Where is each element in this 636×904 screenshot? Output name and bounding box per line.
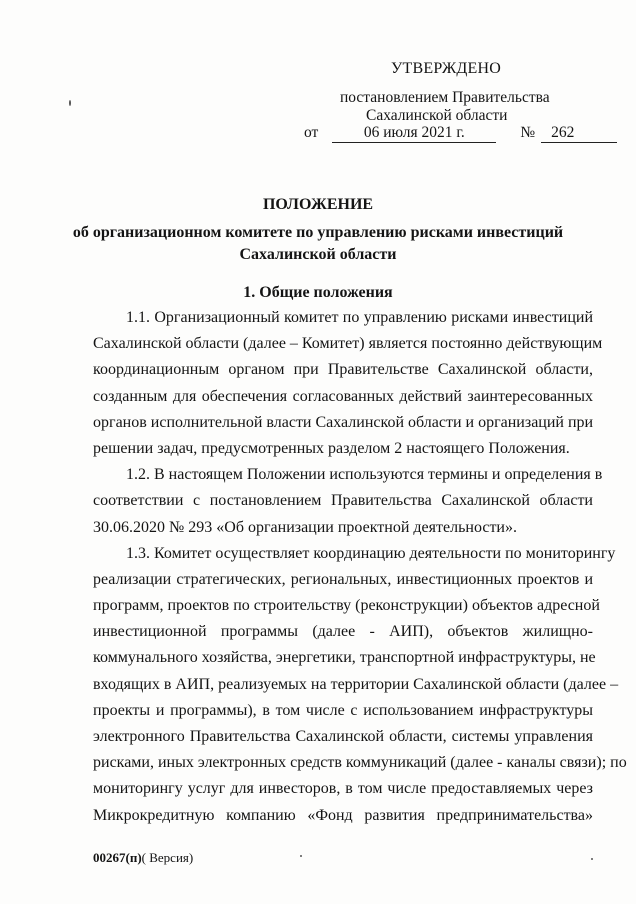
paragraph-line: программ, проектов по строительству (реконструкции) объектов адресной	[93, 597, 600, 615]
paragraph-line: коммунального хозяйства, энергетики, транспортной инфраструктуры, не	[93, 649, 596, 667]
body-text	[93, 305, 627, 829]
paragraph-line: координационным органом при Правительстве Сахалинской области,	[93, 361, 593, 379]
paragraph-line: Микрокредитную компанию «Фонд развития предпринимательства»	[93, 806, 593, 824]
footer	[93, 850, 193, 866]
paragraph-line: инвестиционной программы (далее - АИП), объектов жилищно-	[93, 623, 593, 641]
approval-region: Сахалинской области	[366, 107, 508, 124]
document-subtitle-line1: об организационном комитете по управлению рисками инвестиций	[72, 224, 564, 241]
paragraph-line: 30.06.2020 № 293 «Об организации проектной деятельности».	[93, 518, 517, 536]
scan-speck	[591, 858, 593, 860]
paragraph-line: входящих в АИП, реализуемых на территории Сахалинской области (далее –	[93, 675, 619, 693]
footer-code: 00267(п)	[93, 850, 142, 865]
scan-speck	[69, 100, 71, 106]
document-subtitle-line2: Сахалинской области	[239, 246, 397, 263]
paragraph-line: проекты и программы), в том числе с использованием инфраструктуры	[93, 701, 593, 719]
approval-date-row	[304, 124, 617, 143]
paragraph-line: рисками, иных электронных средств коммуникаций (далее - каналы связи); по	[93, 754, 627, 772]
paragraph-line: 1.3. Комитет осуществляет координацию деятельности по мониторингу	[126, 544, 616, 562]
paragraph-line: мониторингу услуг для инвесторов, в том числе предоставляемых через	[93, 780, 593, 798]
paragraph-line: 1.1. Организационный комитет по управлению рисками инвестиций	[126, 309, 593, 326]
approval-decree: постановлением Правительства	[340, 89, 550, 106]
approval-title: УТВЕРЖДЕНО	[391, 60, 502, 77]
section-title: 1. Общие положения	[243, 284, 393, 301]
approval-number: 262	[541, 124, 617, 143]
approval-from-label: от	[304, 124, 319, 141]
paragraph-line: решении задач, предусмотренных разделом 2 настоящего Положения.	[93, 439, 570, 457]
paragraph-line: Сахалинской области (далее – Комитет) является постоянно действующим	[93, 335, 603, 353]
paragraph-line: соответствии с постановлением Правительства Сахалинской области	[93, 492, 593, 510]
scan-speck	[300, 855, 302, 857]
approval-date: 06 июля 2021 г.	[332, 124, 496, 143]
paragraph-line: реализации стратегических, региональных, инвестиционных проектов и	[93, 570, 593, 588]
paragraph-line: электронного Правительства Сахалинской области, системы управления	[93, 728, 593, 745]
document-title: ПОЛОЖЕНИЕ	[262, 196, 374, 213]
paragraph-line: созданным для обеспечения согласованных действий заинтересованных	[93, 387, 593, 405]
approval-number-label: №	[520, 124, 536, 141]
paragraph-line: 1.2. В настоящем Положении используются термины и определения в	[126, 466, 603, 484]
footer-version: ( Версия)	[141, 850, 194, 865]
paragraph-line: органов исполнительной власти Сахалинской области и организаций при	[93, 413, 594, 431]
